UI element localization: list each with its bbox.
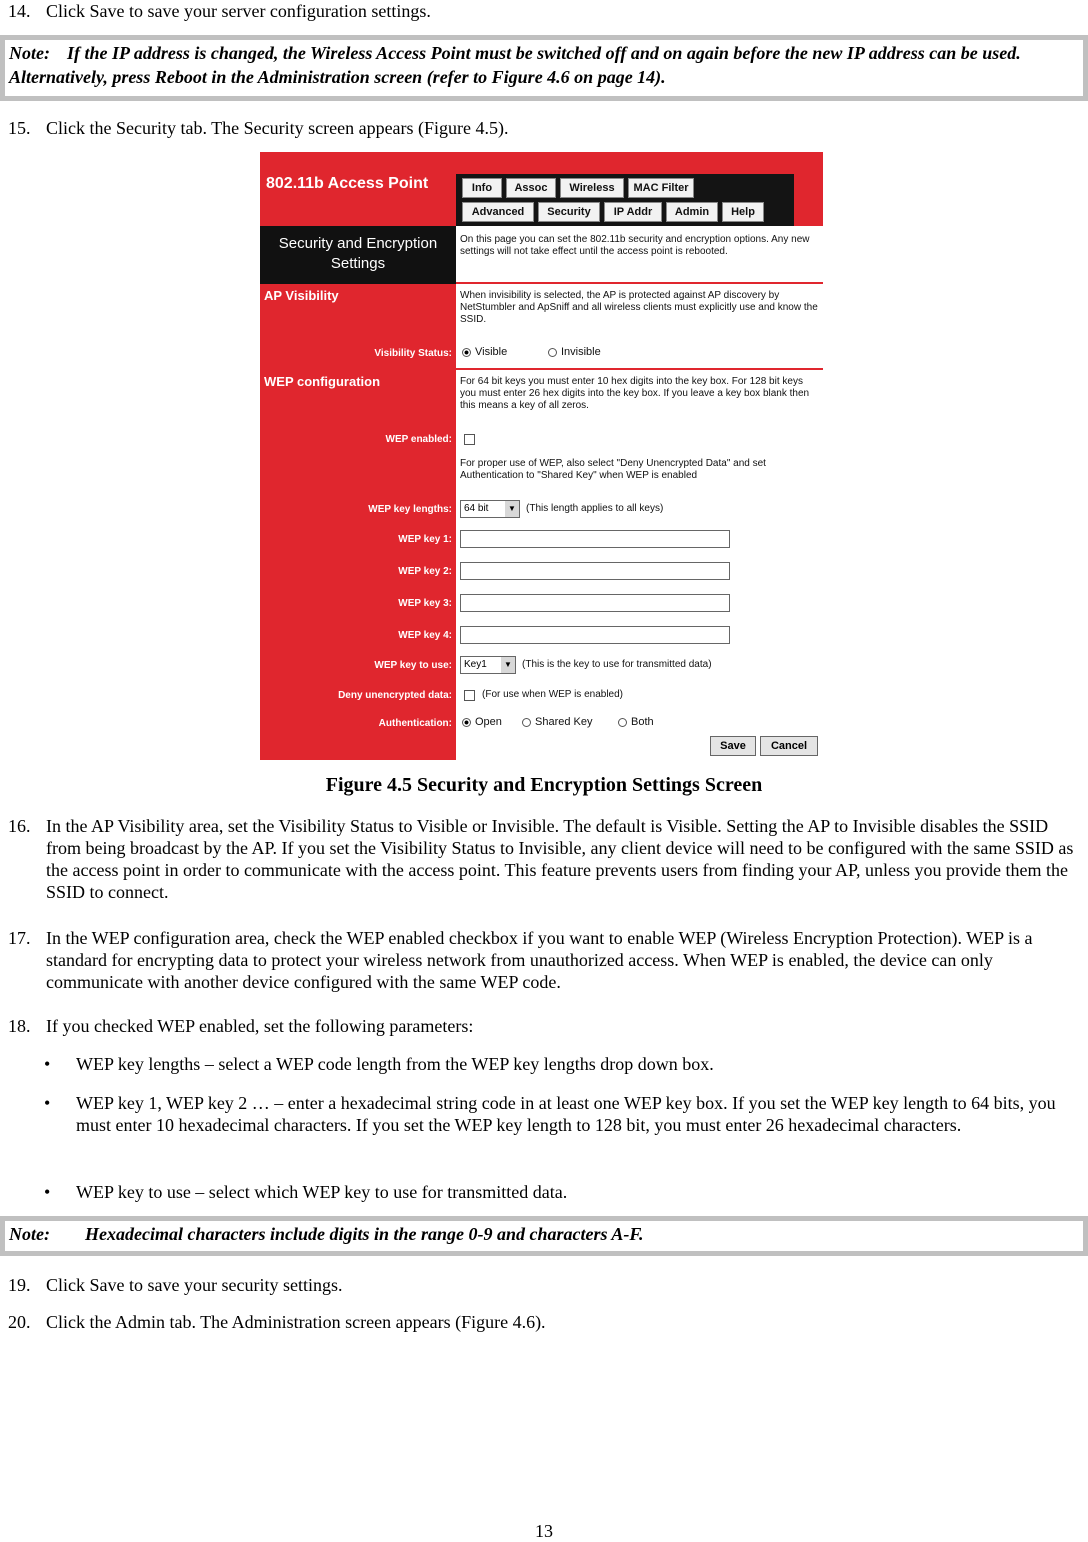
bullet-text: WEP key to use – select which WEP key to use for transmitted data.: [76, 1182, 568, 1202]
brand-title: 802.11b Access Point: [266, 175, 429, 192]
step-text: Click Save to save your security settings.: [46, 1275, 343, 1295]
note-hexadecimal: [0, 1216, 1088, 1256]
step-number: 14.: [8, 1, 31, 21]
wep-key-1-label: WEP key 1:: [398, 534, 452, 545]
tab-wireless[interactable]: Wireless: [560, 178, 624, 198]
intro-text: On this page you can set the 802.11b security and encryption options. Any new settings will not take effect until the access point is rebooted.: [460, 234, 810, 257]
step-number: 18.: [8, 1016, 31, 1036]
bullet-text: WEP key 1, WEP key 2 … – enter a hexadecimal string code in at least one WEP key box. If you set the WEP key length to 64 bits, you must enter 10 hexadecimal characters. If you set the WEP key length to 128 bit, you must enter 26 hexadecimal characters.: [76, 1093, 1056, 1135]
radio-icon[interactable]: [618, 718, 627, 727]
ap-visibility-desc: When invisibility is selected, the AP is protected against AP discovery by NetStumbler and ApSniff and all wireless clients must explicitly use and know the SSID.: [460, 290, 818, 325]
step-text: If you checked WEP enabled, set the following parameters:: [46, 1016, 474, 1036]
authentication-label: Authentication:: [378, 718, 452, 729]
radio-selected-icon[interactable]: [462, 718, 471, 727]
security-settings-screenshot: [260, 152, 823, 760]
auth-both-option[interactable]: Both: [618, 716, 654, 728]
chevron-down-icon[interactable]: ▼: [501, 657, 515, 673]
step-text: Click the Admin tab. The Administration screen appears (Figure 4.6).: [46, 1312, 546, 1332]
tab-mac-filter[interactable]: MAC Filter: [628, 178, 694, 198]
wep-key-2-label: WEP key 2:: [398, 566, 452, 577]
tab-info[interactable]: Info: [462, 178, 502, 198]
wep-key-to-use-select[interactable]: Key1 ▼: [460, 656, 516, 674]
wep-key-2-field[interactable]: [460, 562, 730, 580]
wep-enabled-checkbox[interactable]: [464, 434, 475, 445]
wep-key-to-use-label: WEP key to use:: [374, 660, 452, 671]
tab-admin[interactable]: Admin: [666, 202, 718, 222]
note-text: If the IP address is changed, the Wireless Access Point must be switched off and on again before the new IP address can be used. Alternatively, press Reboot in the Administration screen (refer to Figure 4.6 on page 14).: [9, 43, 1021, 87]
step-number: 19.: [8, 1275, 31, 1295]
save-button[interactable]: Save: [710, 736, 756, 756]
wep-enabled-label: WEP enabled:: [385, 434, 452, 445]
page-number: 13: [535, 1521, 553, 1541]
wep-desc: For 64 bit keys you must enter 10 hex digits into the key box. For 128 bit keys you must enter 26 hex digits into the key box. If you leave a key box blank then this means a key of all zeros.: [460, 376, 810, 411]
divider: [456, 368, 823, 370]
step-number: 17.: [8, 928, 31, 948]
wep-key-1-field[interactable]: [460, 530, 730, 548]
wep-key-4-label: WEP key 4:: [398, 630, 452, 641]
step-text: Click the Security tab. The Security screen appears (Figure 4.5).: [46, 118, 509, 138]
wep-configuration-heading: WEP configuration: [264, 374, 381, 389]
bullet-icon: •: [44, 1054, 51, 1074]
cancel-button[interactable]: Cancel: [760, 736, 818, 756]
radio-icon[interactable]: [522, 718, 531, 727]
visible-option[interactable]: Visible: [462, 346, 507, 358]
bullet-text: WEP key lengths – select a WEP code length from the WEP key lengths drop down box.: [76, 1054, 714, 1074]
radio-selected-icon[interactable]: [462, 348, 471, 357]
wep-key-3-label: WEP key 3:: [398, 598, 452, 609]
wep-key-4-field[interactable]: [460, 626, 730, 644]
deny-unencrypted-checkbox[interactable]: [464, 690, 475, 701]
divider: [456, 282, 823, 284]
wep-key-lengths-select[interactable]: 64 bit ▼: [460, 500, 520, 518]
chevron-down-icon[interactable]: ▼: [505, 501, 519, 517]
page-title: Security and Encryption Settings: [260, 226, 456, 284]
note-text: Hexadecimal characters include digits in the range 0-9 and characters A-F.: [85, 1224, 644, 1244]
invisible-option[interactable]: Invisible: [548, 346, 601, 358]
auth-shared-key-option[interactable]: Shared Key: [522, 716, 592, 728]
deny-unencrypted-note: (For use when WEP is enabled): [482, 689, 623, 700]
tab-assoc[interactable]: Assoc: [506, 178, 556, 198]
figure-caption: Figure 4.5 Security and Encryption Settings Screen: [325, 774, 763, 796]
step-number: 15.: [8, 118, 31, 138]
bullet-icon: •: [44, 1093, 51, 1113]
tab-security[interactable]: Security: [538, 202, 600, 222]
deny-unencrypted-label: Deny unencrypted data:: [338, 690, 452, 701]
step-text: In the AP Visibility area, set the Visibility Status to Visible or Invisible. The default is Visible. Setting the AP to Invisible disables the SSID from being broadcast by the AP. If you set the Visibility Status to Invisible, any client device will need to be configured with the same SSID as the access point in order to communicate with the access point. This feature prevents users from finding your AP, unless you provide them the SSID to connect.: [46, 816, 1074, 902]
visibility-status-label: Visibility Status:: [374, 348, 452, 359]
wep-enabled-note: For proper use of WEP, also select "Deny Unencrypted Data" and set Authentication to "Shared Key" when WEP is enabled: [460, 458, 766, 481]
step-text: Click Save to save your server configuration settings.: [46, 1, 431, 21]
wep-key-lengths-note: (This length applies to all keys): [526, 503, 664, 514]
wep-key-3-field[interactable]: [460, 594, 730, 612]
note-ip-change: [0, 35, 1088, 101]
ap-visibility-heading: AP Visibility: [264, 288, 339, 303]
note-label: Note:: [9, 1224, 50, 1244]
auth-open-option[interactable]: Open: [462, 716, 502, 728]
tab-ip-addr[interactable]: IP Addr: [604, 202, 662, 222]
bullet-icon: •: [44, 1182, 51, 1202]
step-number: 16.: [8, 816, 31, 836]
tab-advanced[interactable]: Advanced: [462, 202, 534, 222]
radio-icon[interactable]: [548, 348, 557, 357]
step-number: 20.: [8, 1312, 31, 1332]
tab-help[interactable]: Help: [722, 202, 764, 222]
wep-key-to-use-note: (This is the key to use for transmitted data): [522, 659, 712, 670]
step-text: In the WEP configuration area, check the WEP enabled checkbox if you want to enable WEP (Wireless Encryption Protection). WEP is a standard for encrypting data to protect your wireless network from unauthorized access. When WEP is enabled, the device can only communicate with another device configured with the same WEP code.: [46, 928, 1033, 992]
wep-key-lengths-label: WEP key lengths:: [368, 504, 452, 515]
note-label: Note:: [9, 43, 50, 63]
